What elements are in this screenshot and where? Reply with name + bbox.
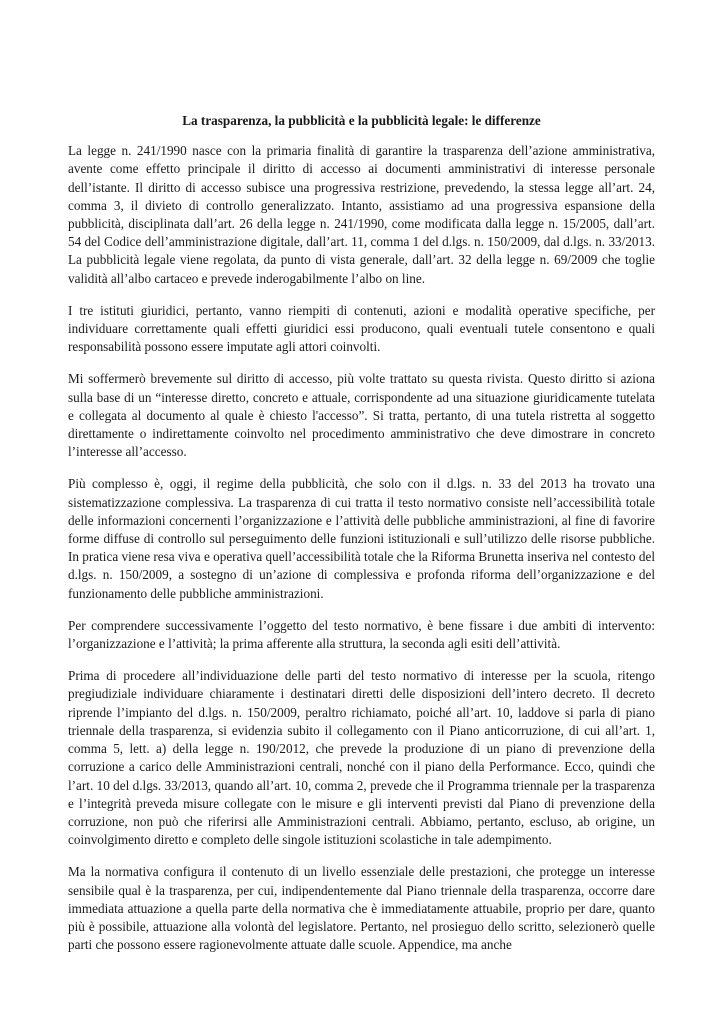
- document-page: [68, 112, 655, 968]
- paragraph-destinatari-decreto: Prima di procedere all’individuazione delle parti del testo normativo di interesse per la scuola, ritengo pregiudiziale individuare chiaramente i destinatari diretti delle disposizioni dell’intero decreto. Il decreto riprende l’impianto del d.lgs. n. 150/2009, peraltro richiamato, poiché all’art. 10, laddove si parla di piano triennale della trasparenza, si evidenzia subito il collegamento con il Piano anticorruzione, di cui all’art. 1, comma 5, lett. a) della legge n. 190/2012, che prevede la produzione di un piano di prevenzione della corruzione a carico delle Amministrazioni centrali, nonché con il piano della Performance. Ecco, quindi che l’art. 10 del d.lgs. 33/2013, quando all’art. 10, comma 2, prevede che il Programma triennale per la trasparenza e l’integrità preveda misure collegate con le misure e gli interventi previsti dal Piano di prevenzione della corruzione, non può che riferirsi alle Amministrazioni centrali. Abbiamo, pertanto, escluso, ab origine, un coinvolgimento diretto e completo delle singole istituzioni scolastiche in tale adempimento.: [68, 668, 655, 848]
- paragraph-accesso-pubblicita: La legge n. 241/1990 nasce con la primaria finalità di garantire la trasparenza dell’azione amministrativa, avente come effetto principale il diritto di accesso ai documenti amministrativi di interesse personale dell’istante. Il diritto di accesso subisce una progressiva restrizione, prevedendo, la stessa legge all’art. 24, comma 3, il divieto di controllo generalizzato. Intanto, assistiamo ad una progressiva espansione della pubblicità, disciplinata dall’art. 26 della legge n. 241/1990, come modificata dalla legge n. 15/2005, dall’art. 54 del Codice dell’amministrazione digitale, dall’art. 11, comma 1 del d.lgs. n. 150/2009, dal d.lgs. n. 33/2013. La pubblicità legale viene regolata, da punto di vista generale, dall’art. 32 della legge n. 69/2009 che toglie validità all’albo cartaceo e prevede inderogabilmente l’albo on line.: [68, 143, 655, 286]
- document-title: La trasparenza, la pubblicità e la pubblicità legale: le differenze: [182, 113, 541, 128]
- paragraph-livello-essenziale: Ma la normativa configura il contenuto di un livello essenziale delle prestazioni, che protegge un interesse sensibile qual è la trasparenza, per cui, indipendentemente dal Piano triennale della trasparenza, occorre dare immediata attuazione a quella parte della normativa che è immediatamente attuabile, proprio per dare, quanto più è possibile, attuazione alla volontà del legislatore. Pertanto, nel prosieguo dello scritto, selezionerò quelle parti che possono essere ragionevolmente attuate dalle scuole. Appendice, ma anche: [68, 864, 655, 953]
- paragraph-istituti-giuridici: I tre istituti giuridici, pertanto, vanno riempiti di contenuti, azioni e modalità operative specifiche, per individuare correttamente quali effetti giuridici essi producono, quali eventuali tutele consentono e quali responsabilità possono essere imputate agli attori coinvolti.: [68, 302, 655, 355]
- paragraph-diritto-accesso: Mi soffermerò brevemente sul diritto di accesso, più volte trattato su questa rivista. Questo diritto si aziona sulla base di un “interesse diretto, concreto e attuale, corrispondente ad una situazione giuridicamente tutelata e collegata al documento al quale è chiesto l'accesso”. Si tratta, pertanto, di una tutela ristretta al soggetto direttamente o indirettamente coinvolto nel procedimento amministrativo che deve dimostrare in concreto l’interesse all’accesso.: [68, 371, 655, 460]
- paragraph-regime-pubblicita: Più complesso è, oggi, il regime della pubblicità, che solo con il d.lgs. n. 33 del 2013 ha trovato una sistematizzazione complessiva. La trasparenza di cui tratta il testo normativo consiste nell’accessibilità totale delle informazioni concernenti l’organizzazione e l’attività delle pubbliche amministrazioni, al fine di favorire forme diffuse di controllo sul perseguimento delle funzioni istituzionali e sull’utilizzo delle risorse pubbliche. In pratica viene resa viva e operativa quell’accessibilità totale che la Riforma Brunetta inseriva nel contesto del d.lgs. n. 150/2009, a sostegno di un’azione di complessiva e profonda riforma dell’organizzazione e del funzionamento delle pubbliche amministrazioni.: [68, 476, 655, 601]
- paragraph-ambiti-intervento: Per comprendere successivamente l’oggetto del testo normativo, è bene fissare i due ambiti di intervento: l’organizzazione e l’attività; la prima afferente alla struttura, la seconda agli esiti dell’attività.: [68, 617, 655, 652]
